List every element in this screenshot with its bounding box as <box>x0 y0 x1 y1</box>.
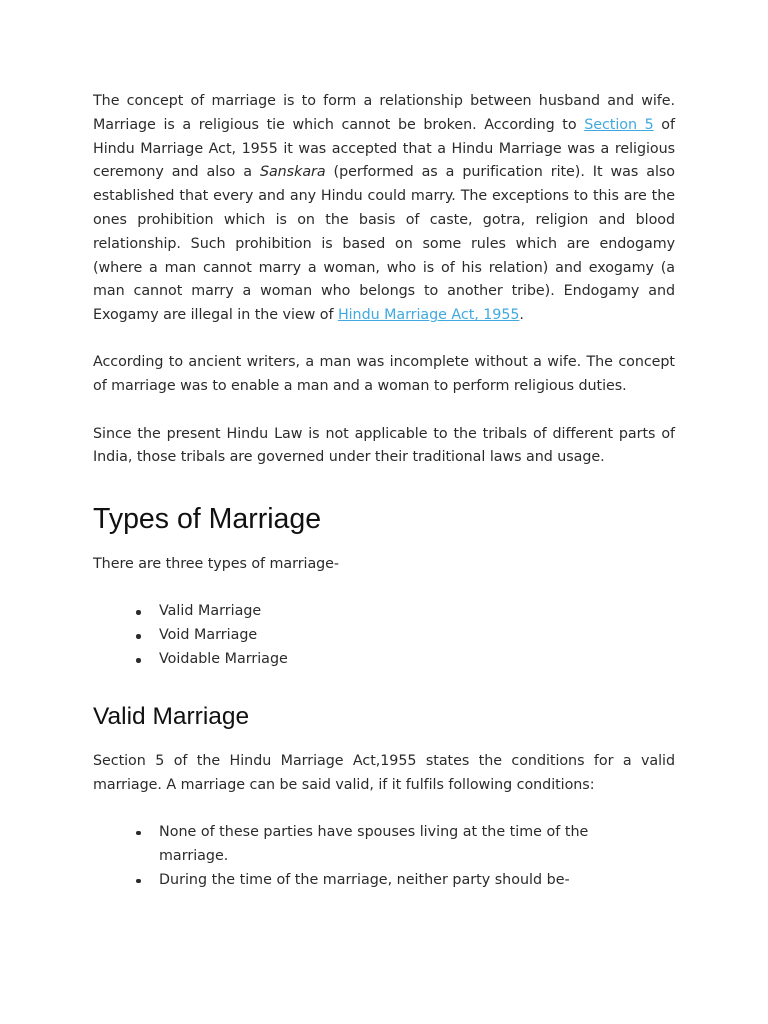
bullet-icon <box>136 634 141 639</box>
list-item: Valid Marriage <box>93 600 675 624</box>
intro-text-3: (performed as a purification rite). It was also established that every and any Hindu could marry. The exceptions to this are the ones prohibition which is on the basis of caste, gotra, religion and blood relationship. Such prohibition is based on some rules which are endogamy (where a man cannot marry a woman, who is of his relation) and exogamy (a man cannot marry a woman who belongs to another tribe). Endogamy and Exogamy are illegal in the view of <box>93 164 675 324</box>
bullet-icon <box>136 658 141 663</box>
list-item: None of these parties have spouses living at the time of the marriage. <box>93 821 675 869</box>
types-intro-text: There are three types of marriage- <box>93 556 340 573</box>
intro-text-1: The concept of marriage is to form a relationship between husband and wife. Marriage is a religious tie which cannot be broken. According to <box>93 93 675 133</box>
bullet-icon <box>136 610 141 615</box>
types-of-marriage-heading: Types of Marriage <box>93 503 322 536</box>
document-page <box>93 90 675 892</box>
ancient-writers-paragraph: According to ancient writers, a man was incomplete without a wife. The concept of marriage was to enable a man and a woman to perform religious duties. <box>93 354 675 395</box>
list-item: Voidable Marriage <box>93 648 675 672</box>
intro-paragraph <box>93 90 675 328</box>
hindu-marriage-act-link[interactable]: Hindu Marriage Act, 1955 <box>337 307 520 324</box>
intro-text-2: of Hindu Marriage Act, 1955 it was accepted that a Hindu Marriage was a religious ceremony and also a <box>93 116 675 181</box>
marriage-types-list <box>93 600 675 671</box>
section-5-link[interactable]: Section 5 <box>584 116 654 133</box>
intro-text-4: . <box>519 307 524 324</box>
valid-marriage-heading: Valid Marriage <box>93 702 250 730</box>
bullet-icon <box>136 831 141 836</box>
valid-intro-paragraph: Section 5 of the Hindu Marriage Act,1955 states the conditions for a valid marriage. A marriage can be said valid, if it fulfils following conditions: <box>93 752 675 793</box>
bullet-icon <box>136 879 141 884</box>
list-item: During the time of the marriage, neither party should be- <box>93 869 675 893</box>
sanskara-term: Sanskara <box>259 164 326 181</box>
valid-conditions-list <box>93 821 675 892</box>
tribals-paragraph: Since the present Hindu Law is not applicable to the tribals of different parts of India, those tribals are governed under their traditional laws and usage. <box>93 425 675 466</box>
list-item: Void Marriage <box>93 624 675 648</box>
